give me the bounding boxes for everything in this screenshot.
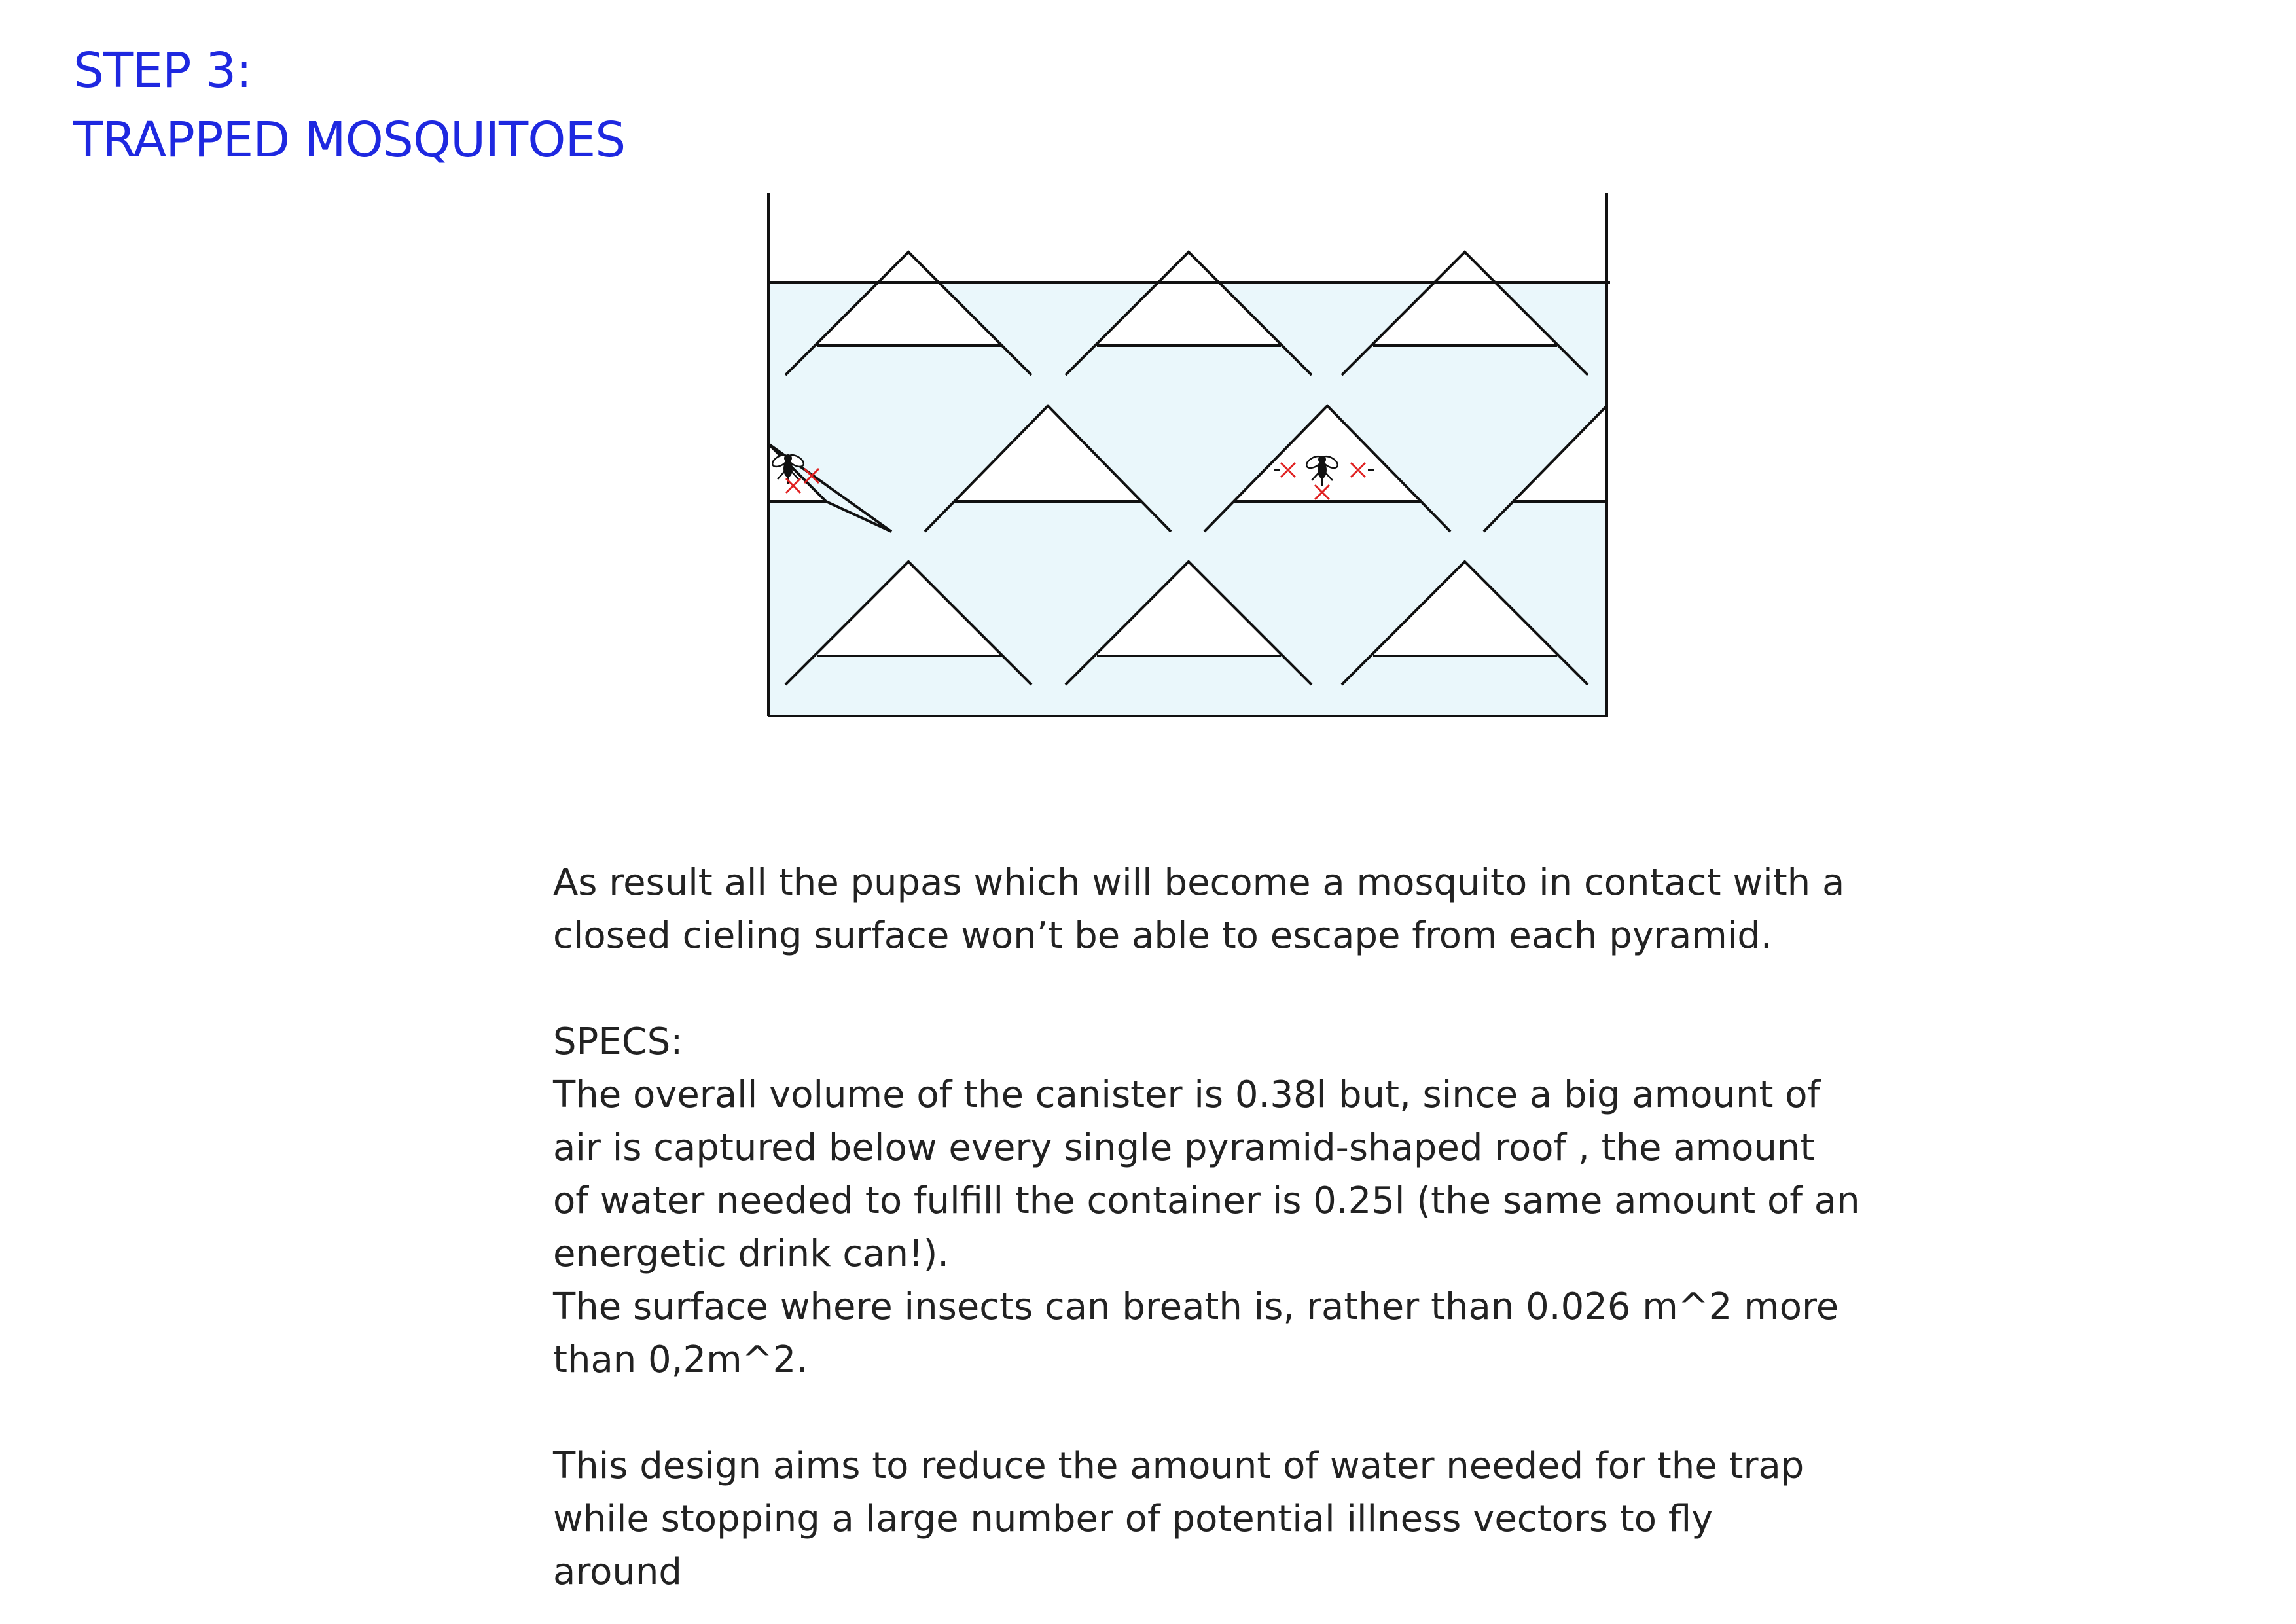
intro-line: As result all the pupas which will become a mosquito in contact with a [553,861,1845,904]
conclusion-line: around [553,1551,682,1593]
step-label: STEP 3: [73,43,252,99]
step-heading: TRAPPED MOSQUITOES [73,112,626,168]
conclusion-line: This design aims to reduce the amount of water needed for the trap [553,1445,1804,1487]
specs-line: energetic drink can!). [553,1233,950,1275]
specs-line: The overall volume of the canister is 0.38l but, since a big amount of [553,1074,1821,1116]
specs-line: than 0,2m^2. [553,1339,808,1381]
specs-line: The surface where insects can breath is, rather than 0.026 m^2 more [553,1286,1839,1328]
intro-line: closed cieling surface won’t be able to escape from each pyramid. [553,914,1772,957]
specs-line: air is captured below every single pyramid-shaped roof , the amount [553,1127,1815,1169]
specs-line: of water needed to fulfill the container is 0.25l (the same amount of an [553,1180,1860,1222]
description-text [553,856,1895,1598]
specs-label: SPECS: [553,1020,683,1063]
conclusion-line: while stopping a large number of potential illness vectors to fly [553,1498,1713,1540]
